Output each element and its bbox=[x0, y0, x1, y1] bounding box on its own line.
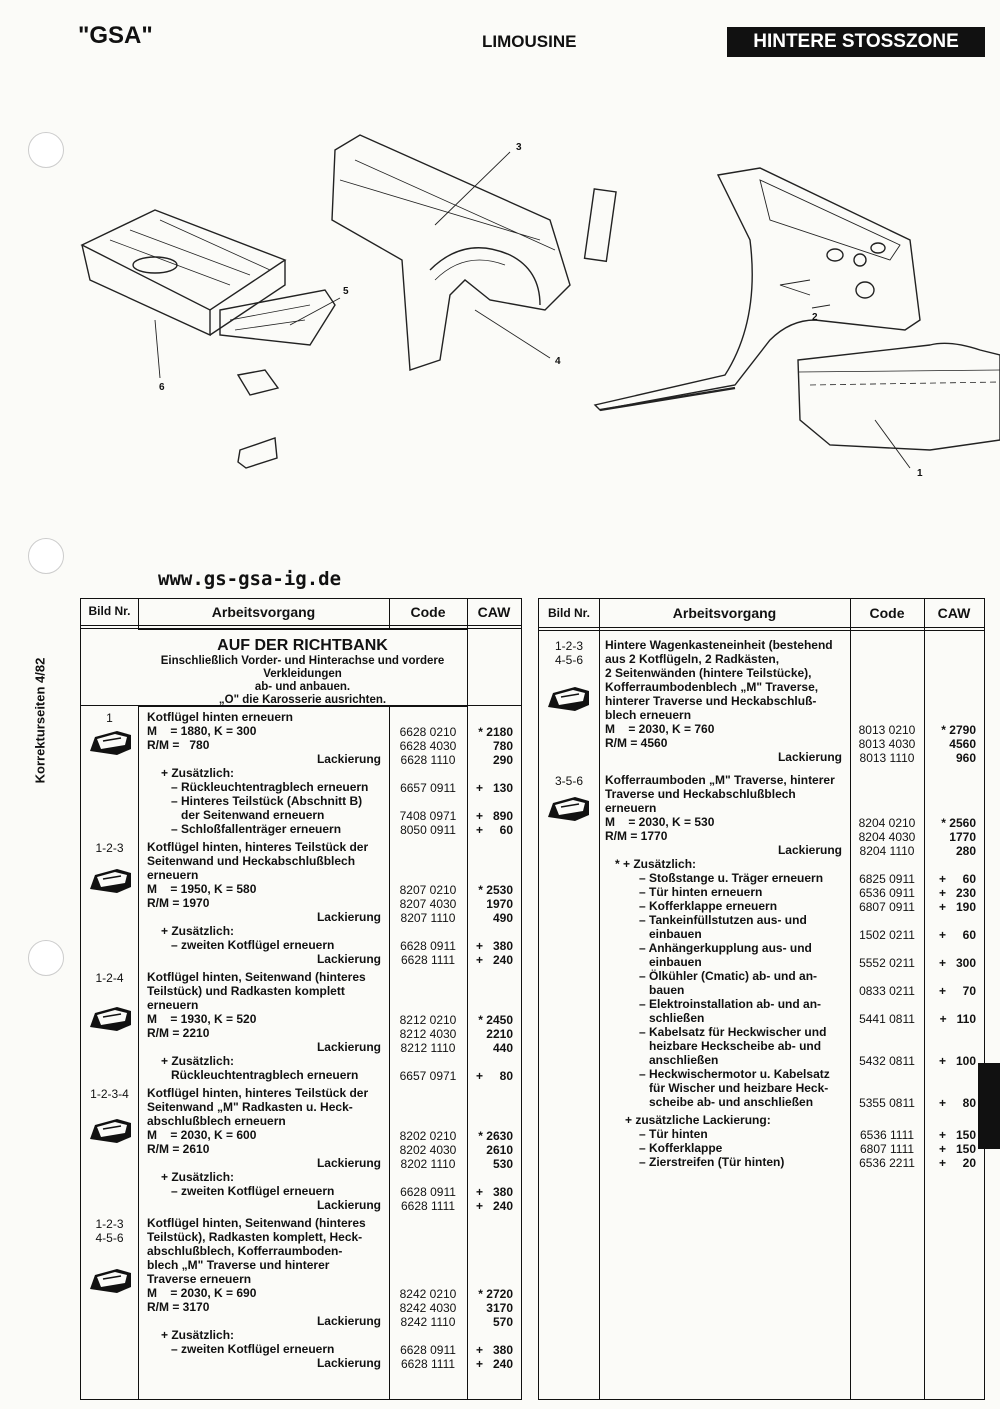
caw-value: 280 bbox=[955, 844, 976, 858]
operation-text: einbauen bbox=[649, 927, 702, 941]
operation-text: M = 1950, K = 580 bbox=[147, 882, 257, 896]
operation-text: abschlußblech erneuern bbox=[147, 1114, 286, 1128]
operation-text: Lackierung bbox=[316, 1356, 381, 1370]
bild-number: 1-2-4 bbox=[95, 971, 124, 985]
operation-text: Lackierung bbox=[316, 752, 381, 766]
section-banner: HINTERE STOSSZONE bbox=[727, 27, 985, 57]
operation-code: 6628 0911 bbox=[400, 939, 456, 953]
car-rear-icon-holder bbox=[545, 681, 591, 715]
variant-title: LIMOUSINE bbox=[482, 32, 577, 51]
operation-text: – Kofferklappe erneuern bbox=[639, 899, 778, 913]
operation-text: Lackierung bbox=[777, 843, 842, 857]
operation-code: 8202 0210 bbox=[399, 1129, 457, 1143]
intro-title: AUF DER RICHTBANK bbox=[217, 637, 388, 654]
operation-text: abschlußblech, Kofferraumboden- bbox=[147, 1244, 343, 1258]
operation-code: 8050 0911 bbox=[400, 823, 456, 837]
operation-text: anschließen bbox=[649, 1053, 719, 1067]
operation-text: Kotflügel hinten, Seitenwand (hinteres bbox=[147, 1216, 366, 1230]
caw-value: + 60 bbox=[938, 928, 976, 942]
diagram-label-5: 5 bbox=[343, 286, 349, 297]
operation-text: 2 Seitenwänden (hintere Teilstücke), bbox=[605, 666, 812, 680]
operation-text: R/M = 2610 bbox=[147, 1142, 210, 1156]
punch-hole bbox=[28, 940, 64, 976]
operation-text: – Ölkühler (Cmatic) ab- und an- bbox=[639, 969, 818, 983]
operation-text: – Kabelsatz für Heckwischer und bbox=[639, 1025, 827, 1039]
operation-code: 6628 1111 bbox=[400, 1357, 456, 1371]
operation-text: Teilstück), Radkasten komplett, Heck- bbox=[147, 1230, 363, 1244]
operation-code: 6628 4030 bbox=[399, 739, 457, 753]
car-rear-icon bbox=[87, 863, 133, 897]
operation-text: aus 2 Kotflügeln, 2 Radkästen, bbox=[605, 652, 780, 666]
operation-text: M = 1880, K = 300 bbox=[147, 724, 257, 738]
operation-code: 8242 1110 bbox=[400, 1315, 456, 1329]
operation-code: 8212 0210 bbox=[399, 1013, 457, 1027]
diagram-label-1: 1 bbox=[917, 468, 923, 479]
punch-hole bbox=[28, 538, 64, 574]
operation-code: 6628 1110 bbox=[400, 753, 456, 767]
operation-text: einbauen bbox=[649, 955, 702, 969]
operation-code: 6628 0911 bbox=[400, 1185, 456, 1199]
caw-value: + 150 bbox=[938, 1128, 976, 1142]
caw-value: + 240 bbox=[475, 1199, 513, 1213]
caw-value: 490 bbox=[492, 911, 513, 925]
operation-text: Kofferraumboden „M" Traverse, hinterer bbox=[605, 773, 835, 787]
operation-text: R/M = 4560 bbox=[605, 736, 668, 750]
bild-number: 1-2-3 bbox=[554, 639, 583, 653]
operation-text: Lackierung bbox=[316, 1314, 381, 1328]
operation-text: blech erneuern bbox=[605, 708, 692, 722]
operation-code: 8242 4030 bbox=[399, 1301, 457, 1315]
caw-value: 2610 bbox=[486, 1143, 513, 1157]
operation-text: R/M = 1970 bbox=[147, 896, 210, 910]
bild-number: 4-5-6 bbox=[554, 653, 583, 667]
operation-text: + Zusätzlich: bbox=[161, 1170, 235, 1184]
col-header-bild: Bild Nr. bbox=[547, 606, 590, 620]
operation-text: Kotflügel hinten, hinteres Teilstück der bbox=[147, 1086, 369, 1100]
col-header-arbeit: Arbeitsvorgang bbox=[672, 605, 777, 621]
caw-value: 4560 bbox=[949, 737, 976, 751]
correction-note bbox=[20, 655, 60, 795]
exploded-body-diagram bbox=[70, 120, 1000, 500]
operation-code: 8212 4030 bbox=[399, 1027, 457, 1041]
bild-number: 1-2-3 bbox=[95, 841, 124, 855]
caw-value: + 380 bbox=[475, 1343, 513, 1357]
operation-text: Lackierung bbox=[316, 1198, 381, 1212]
operation-code: 5432 0811 bbox=[859, 1054, 915, 1068]
caw-value: 530 bbox=[492, 1157, 513, 1171]
correction-note-text: Korrekturseiten 4/82 bbox=[32, 657, 48, 784]
intro-line: ab- und anbauen. bbox=[254, 681, 351, 693]
right-operations-table bbox=[538, 598, 985, 1400]
car-rear-icon bbox=[87, 725, 133, 759]
punch-hole bbox=[28, 132, 64, 168]
operation-text: + Zusätzlich: bbox=[161, 924, 235, 938]
caw-value: * 2630 bbox=[478, 1129, 513, 1143]
caw-value: + 190 bbox=[938, 900, 976, 914]
caw-value: 290 bbox=[492, 753, 513, 767]
operation-code: 6657 0971 bbox=[399, 1069, 457, 1083]
caw-value: + 240 bbox=[475, 953, 513, 967]
bild-number: 4-5-6 bbox=[95, 1231, 124, 1245]
operation-code: 8207 0210 bbox=[399, 883, 457, 897]
operation-text: Seitenwand „M" Radkasten u. Heck- bbox=[147, 1100, 353, 1114]
operation-code: 5552 0211 bbox=[859, 956, 915, 970]
operation-code: 8013 1110 bbox=[859, 751, 915, 765]
operation-text: der Seitenwand erneuern bbox=[181, 808, 325, 822]
caw-value: * 2790 bbox=[941, 723, 976, 737]
operation-text: für Wischer und heizbare Heck- bbox=[649, 1081, 829, 1095]
operation-text: – Elektroinstallation ab- und an- bbox=[639, 997, 822, 1011]
operation-code: 6536 1111 bbox=[859, 1128, 915, 1142]
operation-code: 7408 0971 bbox=[399, 809, 457, 823]
caw-value: + 300 bbox=[938, 956, 976, 970]
caw-value: + 150 bbox=[938, 1142, 976, 1156]
operation-code: 8013 0210 bbox=[858, 723, 916, 737]
small-bracket-b bbox=[238, 438, 277, 468]
operation-text: Hintere Wagenkasteneinheit (bestehend bbox=[605, 638, 833, 652]
operation-code: 8202 1110 bbox=[400, 1157, 456, 1171]
operation-code: 8204 4030 bbox=[858, 830, 916, 844]
car-rear-icon bbox=[87, 1263, 133, 1297]
caw-value: + 80 bbox=[475, 1069, 513, 1083]
operation-code: 5441 0811 bbox=[859, 1012, 915, 1026]
car-rear-icon-holder bbox=[545, 791, 591, 825]
car-rear-icon-holder bbox=[87, 1001, 133, 1035]
operation-text: Seitenwand und Heckabschlußblech bbox=[147, 854, 356, 868]
operation-text: – Tankeinfüllstutzen aus- und bbox=[639, 913, 807, 927]
operation-text: schließen bbox=[649, 1011, 705, 1025]
caw-value: + 130 bbox=[475, 781, 513, 795]
car-rear-icon bbox=[87, 1001, 133, 1035]
operation-text: M = 2030, K = 690 bbox=[147, 1286, 257, 1300]
part-3-4-side-wall bbox=[332, 135, 616, 370]
operation-text: + zusätzliche Lackierung: bbox=[625, 1113, 771, 1127]
caw-value: + 20 bbox=[938, 1156, 976, 1170]
operation-code: 8204 1110 bbox=[859, 844, 915, 858]
caw-value: 780 bbox=[492, 739, 513, 753]
intro-line: Einschließlich Vorder- und Hinterachse und vordere Verkleidungen bbox=[160, 655, 445, 680]
operation-code: 8207 4030 bbox=[399, 897, 457, 911]
operation-text: Lackierung bbox=[316, 1040, 381, 1054]
operation-text: + Zusätzlich: bbox=[161, 1054, 235, 1068]
operation-text: Traverse und Heckabschlußblech bbox=[605, 787, 796, 801]
operation-text: Kotflügel hinten, hinteres Teilstück der bbox=[147, 840, 369, 854]
operation-text: hinterer Traverse und Heckabschluß- bbox=[605, 694, 817, 708]
operation-text: Lackierung bbox=[316, 952, 381, 966]
operation-text: bauen bbox=[649, 983, 685, 997]
operation-text: blech „M" Traverse und hinterer bbox=[147, 1258, 330, 1272]
car-rear-icon-holder bbox=[87, 725, 133, 759]
operation-code: 8013 4030 bbox=[858, 737, 916, 751]
operation-text: Kofferraumbodenblech „M" Traverse, bbox=[605, 680, 819, 694]
operation-text: Rückleuchtentragblech erneuern bbox=[171, 1068, 359, 1082]
operation-code: 6628 1111 bbox=[400, 1199, 456, 1213]
website-url: www.gs-gsa-ig.de bbox=[158, 568, 342, 590]
caw-value: + 240 bbox=[475, 1357, 513, 1371]
part-1-rear-wing bbox=[798, 343, 1000, 450]
operation-text: R/M = 780 bbox=[147, 738, 210, 752]
left-operations-table bbox=[80, 598, 522, 1400]
operation-text: M = 2030, K = 760 bbox=[605, 722, 715, 736]
caw-value: 2210 bbox=[486, 1027, 513, 1041]
caw-value: + 80 bbox=[938, 1096, 976, 1110]
operation-code: 6807 1111 bbox=[859, 1142, 915, 1156]
operation-code: 8242 0210 bbox=[399, 1287, 457, 1301]
operation-text: * + Zusätzlich: bbox=[615, 857, 697, 871]
operation-code: 6628 1111 bbox=[400, 953, 456, 967]
caw-value: 1770 bbox=[949, 830, 976, 844]
operation-text: R/M = 3170 bbox=[147, 1300, 210, 1314]
operation-text: – Rückleuchtentragblech erneuern bbox=[171, 780, 369, 794]
bild-number: 1-2-3-4 bbox=[90, 1087, 129, 1101]
operation-text: Kotflügel hinten, Seitenwand (hinteres bbox=[147, 970, 366, 984]
car-rear-icon bbox=[87, 1113, 133, 1147]
operation-code: 6825 0911 bbox=[859, 872, 915, 886]
caw-value: + 380 bbox=[475, 1185, 513, 1199]
caw-value: 3170 bbox=[486, 1301, 513, 1315]
bild-number: 1 bbox=[106, 711, 113, 725]
diagram-label-4: 4 bbox=[555, 356, 561, 367]
operation-code: 6807 0911 bbox=[859, 900, 915, 914]
operation-text: erneuern bbox=[605, 801, 657, 815]
operation-text: R/M = 2210 bbox=[147, 1026, 210, 1040]
operation-text: – Tür hinten bbox=[639, 1127, 708, 1141]
operation-text: scheibe ab- und anschließen bbox=[649, 1095, 814, 1109]
caw-value: 960 bbox=[955, 751, 976, 765]
small-bracket-a bbox=[238, 370, 278, 395]
car-rear-icon-holder bbox=[87, 1263, 133, 1297]
col-header-caw: CAW bbox=[477, 604, 511, 620]
caw-value: + 100 bbox=[938, 1054, 976, 1068]
operation-text: – Zierstreifen (Tür hinten) bbox=[639, 1155, 785, 1169]
operation-text: – zweiten Kotflügel erneuern bbox=[171, 1184, 335, 1198]
operation-code: 8212 1110 bbox=[400, 1041, 456, 1055]
operation-code: 6536 0911 bbox=[859, 886, 915, 900]
caw-value: 440 bbox=[492, 1041, 513, 1055]
col-header-code: Code bbox=[869, 605, 905, 621]
operation-text: M = 1930, K = 520 bbox=[147, 1012, 257, 1026]
model-title: "GSA" bbox=[78, 22, 153, 49]
car-rear-icon-holder bbox=[87, 1113, 133, 1147]
col-header-code: Code bbox=[410, 604, 446, 620]
intro-divider bbox=[81, 705, 521, 706]
operation-text: – Anhängerkupplung aus- und bbox=[639, 941, 812, 955]
operation-text: heizbare Heckscheibe ab- und bbox=[649, 1039, 822, 1053]
caw-value: + 890 bbox=[475, 809, 513, 823]
caw-value: * 2450 bbox=[478, 1013, 513, 1027]
part-2-quarter-panel bbox=[595, 168, 920, 410]
operation-text: – zweiten Kotflügel erneuern bbox=[171, 938, 335, 952]
car-rear-icon bbox=[545, 681, 591, 715]
operation-text: – Heckwischermotor u. Kabelsatz bbox=[639, 1067, 830, 1081]
operation-text: + Zusätzlich: bbox=[161, 766, 235, 780]
col-header-bild: Bild Nr. bbox=[88, 604, 131, 618]
car-rear-icon-holder bbox=[87, 863, 133, 897]
operation-text: Traverse erneuern bbox=[147, 1272, 252, 1286]
intro-box bbox=[138, 629, 468, 707]
operation-text: – Stoßstange u. Träger erneuern bbox=[639, 871, 824, 885]
operation-code: 6628 0210 bbox=[399, 725, 457, 739]
operation-code: 1502 0211 bbox=[859, 928, 915, 942]
car-rear-icon bbox=[545, 791, 591, 825]
operation-text: – Schloßfallenträger erneuern bbox=[171, 822, 342, 836]
operation-code: 0833 0211 bbox=[859, 984, 915, 998]
caw-value: * 2720 bbox=[478, 1287, 513, 1301]
caw-value: * 2530 bbox=[478, 883, 513, 897]
operation-text: Lackierung bbox=[777, 750, 842, 764]
diagram-label-3: 3 bbox=[516, 142, 522, 153]
caw-value: + 110 bbox=[939, 1012, 976, 1026]
part-6-floor-pan bbox=[82, 210, 285, 335]
caw-value: + 380 bbox=[475, 939, 513, 953]
diagram-label-6: 6 bbox=[159, 382, 165, 393]
operation-text: Kotflügel hinten erneuern bbox=[147, 710, 294, 724]
caw-value: + 70 bbox=[938, 984, 976, 998]
operation-code: 6657 0911 bbox=[400, 781, 456, 795]
caw-value: 570 bbox=[492, 1315, 513, 1329]
operation-code: 6628 0911 bbox=[400, 1343, 456, 1357]
operation-text: R/M = 1770 bbox=[605, 829, 668, 843]
col-header-caw: CAW bbox=[937, 605, 971, 621]
col-header-arbeit: Arbeitsvorgang bbox=[211, 604, 316, 620]
operation-code: 8204 0210 bbox=[858, 816, 916, 830]
operation-text: Lackierung bbox=[316, 1156, 381, 1170]
intro-line: „O" die Karosserie ausrichten. bbox=[218, 694, 387, 706]
caw-value: + 60 bbox=[938, 872, 976, 886]
operation-text: – Hinteres Teilstück (Abschnitt B) bbox=[171, 794, 363, 808]
operation-code: 5355 0811 bbox=[859, 1096, 915, 1110]
operation-text: – zweiten Kotflügel erneuern bbox=[171, 1342, 335, 1356]
operation-code: 8202 4030 bbox=[399, 1143, 457, 1157]
operation-text: – Kofferklappe bbox=[639, 1141, 723, 1155]
operation-text: Teilstück) und Radkasten komplett bbox=[147, 984, 345, 998]
operation-text: Lackierung bbox=[316, 910, 381, 924]
operation-text: – Tür hinten erneuern bbox=[639, 885, 763, 899]
caw-value: + 60 bbox=[475, 823, 513, 837]
caw-value: + 230 bbox=[938, 886, 976, 900]
caw-value: 1970 bbox=[486, 897, 513, 911]
caw-value: * 2560 bbox=[941, 816, 976, 830]
operation-code: 6536 2211 bbox=[859, 1156, 915, 1170]
diagram-label-2: 2 bbox=[812, 312, 818, 323]
bild-number: 3-5-6 bbox=[554, 774, 583, 788]
operation-text: M = 2030, K = 600 bbox=[147, 1128, 257, 1142]
caw-value: * 2180 bbox=[478, 725, 513, 739]
operation-text: erneuern bbox=[147, 868, 199, 882]
operation-text: + Zusätzlich: bbox=[161, 1328, 235, 1342]
operation-text: erneuern bbox=[147, 998, 199, 1012]
operation-code: 8207 1110 bbox=[400, 911, 456, 925]
bild-number: 1-2-3 bbox=[95, 1217, 124, 1231]
operation-text: M = 2030, K = 530 bbox=[605, 815, 715, 829]
